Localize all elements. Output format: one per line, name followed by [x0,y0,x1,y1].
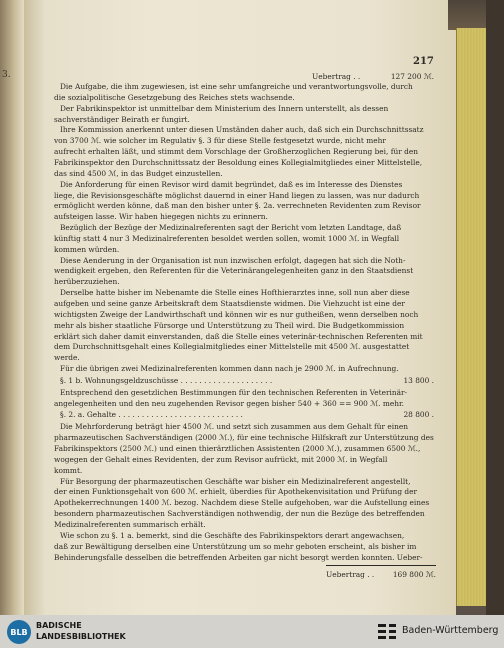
carry-forward-bottom [326,570,436,579]
left-page-mark: 3. [2,70,11,80]
text-line: Diese Aenderung in der Organisation ist nun inzwischen erfolgt, dagegen hat sich die Noth- [60,255,406,265]
blb-name-line1: BADISCHE [36,621,82,630]
carry-bottom-amount: 169 800 ℳ. [392,570,436,579]
text-line: Fabrikinspektor den Durchschnittssatz der Besoldung eines Kollegialmitgliedes einer Mittelstelle, [54,157,423,167]
text-line: kommt. [54,465,83,475]
carry-forward-top [312,72,434,81]
text-line: aufgeben und seine ganze Arbeitskraft dem Staatsdienste widmen. Die Viehzucht ist eine der [54,299,405,308]
text-line: die sozialpolitische Gesetzgebung des Reiches stets wachsende. [54,92,295,102]
text-line: aufsteigen lasse. Wir haben hiegegen nichts zu erinnern. [54,212,268,222]
text-line: Bezüglich der Bezüge der Medizinalreferenten sagt der Bericht vom letzten Landtage, daß [60,223,402,233]
text-line: Medizinalreferenten summarisch erhält. [54,520,206,530]
text-line: pharmazeutischen Sachverständigen (2000 ℳ.), für eine technische Hilfskraft zur Unterstützung des [54,432,434,442]
text-line: von 3700 ℳ. wie solcher im Regulativ §. 3 für diese Stelle festgesetzt wurde, nicht mehr [54,136,386,146]
text-line: daß zur Bewältigung derselben eine Unterstützung um so mehr geboten erscheint, als bisher im [54,541,417,551]
text-line: der einen Funktionsgehalt von 600 ℳ. erhielt, überdies für Apothekenvisitation und Prüfung der [54,487,418,497]
blb-name-line2: LANDESBIBLIOTHEK [36,632,126,641]
entry-2a-amount: 28 800 . [403,410,434,419]
baden-wuerttemberg-name: Baden-Württemberg [402,625,499,636]
text-line: Behinderungsfalle desselben die betreffenden Arbeiten gar nicht besorgt werden konnten. Ueber- [54,552,423,562]
blb-name [36,620,126,642]
carry-bottom-label: Uebertrag . . [326,570,375,579]
text-line: wogegen der Gehalt eines Revidenten, der zum Revisor aufrückt, mit 2000 ℳ. in Wegfall [54,454,388,464]
text-line: sachverständiger Beirath er fungirt. [54,114,190,124]
text-line: mehr als bisher staatliche Fürsorge und Unterstützung zu Theil wird. Die Budgetkommission [54,320,405,330]
text-line: besondern pharmazeutischen Sachverständigen nothwendig, der nun die Bezüge des betreffenden [54,509,425,519]
text-line: Der Fabrikinspektor ist unmittelbar dem Ministerium des Innern unterstellt, als dessen [60,103,389,113]
text-line: erklärt sich daher damit einverstanden, daß die Stelle eines veterinär-technischen Referenten mit [54,331,423,341]
background-shadow [486,0,504,615]
baden-wuerttemberg-lions-icon [376,622,398,642]
page-number: 217 [413,56,434,67]
text-line: Die Mehrforderung beträgt hier 4500 ℳ. und setzt sich zusammen aus dem Gehalt für einen [60,422,409,431]
text-line: Die Aufgabe, die ihm zugewiesen, ist eine sehr umfangreiche und verantwortungsvolle, durch [60,82,413,91]
text-line: wichtigsten Zweige der Landwirthschaft und können wir es nur gutheißen, wenn derselben noch [54,309,419,319]
text-line: Apothekerrechnungen 1400 ℳ. bezog. Nachdem diese Stelle aufgehoben, war die Aufstellung eines [54,498,430,508]
page-stack-edge [456,28,487,606]
entry-1b-amount: 13 800 . [403,376,434,385]
blb-logo-icon: BLB [7,620,31,644]
text-line: Fabrikinspektors (2500 ℳ.) und einen thierärztlichen Assistenten (2000 ℳ.), zusammen 6500 ℳ., [54,443,421,453]
entry-1b-label: §. 1 b. Wohnungsgeldzuschüsse . . . . . . . . . . . . . . . . . . . . [60,376,273,385]
text-line: Für Besorgung der pharmazeutischen Geschäfte war bisher ein Medizinalreferent angestellt, [60,476,411,486]
text-line: Ihre Kommission anerkennt unter diesen Umständen daher auch, daß sich ein Durchschnittssatz [60,125,424,135]
text-line: werde. [54,353,80,363]
text-line: liege, die Revisionsgeschäfte möglichst dauernd in einer Hand liegen zu lassen, was nur dadurch [54,190,420,200]
text-line: künftig statt 4 nur 3 Medizinalreferenten besoldet werden sollen, womit 1000 ℳ. in Wegfall [54,233,400,243]
carry-top-amount: 127 200 ℳ. [390,72,434,81]
book-page [24,0,456,615]
text-line: angelegenheiten und den neu zugehenden Revisor gegen bisher 540 + 360 == 900 ℳ. mehr. [54,398,405,408]
entry-2a-label: §. 2. a. Gehalte . . . . . . . . . . . . . . . . . . . . . . . . . . . [60,410,243,419]
text-line: kommen würden. [54,244,120,254]
text-line: das sind 4500 ℳ, in das Budget einzustellen. [54,168,223,178]
text-line: dem Durchschnittsgehalt eines Kollegialmitgliedes einer Mittelstelle mit 4500 ℳ. ausgestattet [54,342,410,352]
text-line: Derselbe hatte bisher im Nebenamte die Stelle eines Hofthierarztes inne, soll nun aber diese [60,288,410,298]
left-page-edge [0,0,24,615]
text-line: aufrecht erhalten läßt, und stimmt dem Vorschlage der Großherzoglichen Regierung bei, für den [54,147,418,157]
text-line: ermöglicht werden könne, daß man den bisher unter §. 2a. verrechneten Revidenten zum Revisor [54,201,421,211]
sum-rule [326,565,436,566]
text-line: Die Anforderung für einen Revisor wird damit begründet, daß es im Interesse des Dienstes [60,179,403,189]
text-line: Für die übrigen zwei Medizinalreferenten kommen dann nach je 2900 ℳ. in Aufrechnung. [60,364,399,374]
text-line: Wie schon zu §. 1 a. bemerkt, sind die Geschäfte des Fabrikinspektors derart angewachsen, [60,531,405,540]
text-line: Entsprechend den gesetzlichen Bestimmungen für den technischen Referenten in Veterinär- [60,388,408,397]
text-line: wendigkeit ergeben, den Referenten für die Veterinärangelegenheiten ganz in den Staatsdienst [54,266,414,276]
text-line: herüberzuziehen. [54,277,120,287]
carry-top-label: Uebertrag . . [312,72,361,81]
